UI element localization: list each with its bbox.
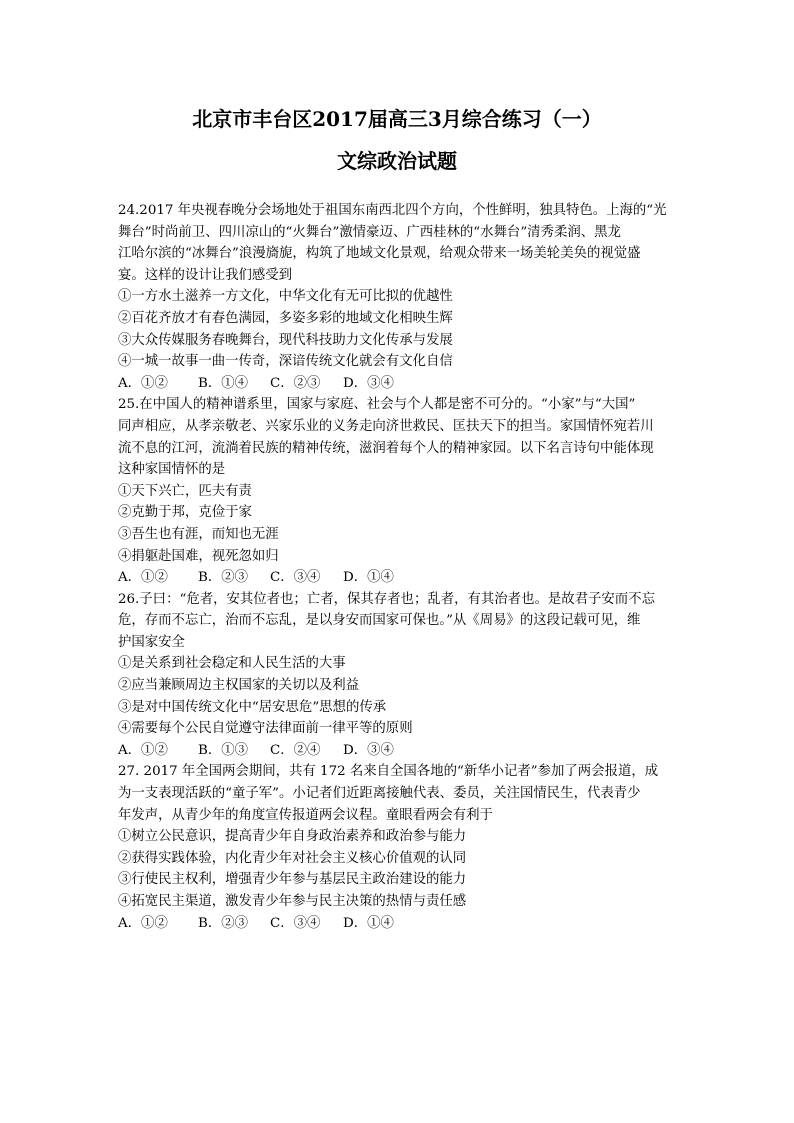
question-stem-line: 宴。这样的设计让我们感受到 [118, 267, 293, 283]
question-stem-line: 26.子曰：“危者，安其位者也；亡者，保其存者也；乱者，有其治者也。是故君子安而不忘 [118, 591, 655, 607]
statement-item: ②应当兼顾周边主权国家的关切以及利益 [118, 678, 360, 694]
statement-item: ①是关系到社会稳定和人民生活的大事 [118, 656, 346, 672]
answer-option: B．①④ [198, 375, 249, 391]
answer-options [118, 567, 678, 589]
question-list [118, 200, 678, 934]
answer-option: C．②③ [270, 375, 321, 391]
question-stem-line: 年发声，从青少年的角度宣传报道两会议程。童眼看两会有利于 [118, 807, 493, 823]
answer-option: B．②③ [198, 570, 249, 586]
question-block [118, 394, 678, 588]
question-block [118, 761, 678, 934]
answer-option: B．①③ [198, 742, 249, 758]
statement-item: ②百花齐放才有春色满园，多姿多彩的地域文化相映生辉 [118, 310, 453, 326]
statement-item: ④一城一故事一曲一传奇，深谙传统文化就会有文化自信 [118, 354, 453, 370]
answer-option: D．①④ [343, 915, 394, 931]
question-stem-line: 27. 2017 年全国两会期间，共有 172 名来自全国各地的“新华小记者”参加了两会报道，成 [118, 764, 659, 780]
answer-option: C．③④ [270, 915, 321, 931]
question-stem-line: 为一支表现活跃的“童子军”。小记者们近距离接触代表、委员，关注国情民生，代表青少 [118, 786, 641, 802]
question-stem-line: 这种家国情怀的是 [118, 462, 226, 478]
statement-item: ④需要每个公民自觉遵守法律面前一律平等的原则 [118, 721, 413, 737]
answer-options [118, 373, 678, 395]
question-stem-line: 同声相应，从孝亲敬老、兴家乐业的义务走向济世救民、匡扶天下的担当。家国情怀宛若川 [118, 418, 654, 434]
answer-option: D．③④ [343, 742, 394, 758]
statement-item: ④拓宽民主渠道，激发青少年参与民主决策的热情与责任感 [118, 894, 467, 909]
answer-option: A．①② [118, 570, 168, 586]
answer-option: C．②④ [270, 742, 321, 758]
page-subtitle: 文综政治试题 [337, 149, 457, 173]
answer-option: A．①② [118, 915, 168, 931]
statement-item: ②克勤于邦，克俭于家 [118, 505, 252, 521]
statement-item: ①树立公民意识，提高青少年自身政治素养和政治参与能力 [118, 829, 467, 845]
statement-item: ③吾生也有涯，而知也无涯 [118, 526, 279, 542]
answer-options [118, 913, 678, 935]
question-block [118, 589, 678, 762]
statement-item: ①天下兴亡，匹夫有责 [118, 483, 252, 499]
answer-option: A．①② [118, 375, 168, 391]
page-title: 北京市丰台区2017届高三3月综合练习（一） [192, 107, 602, 131]
statement-item: ③行使民主权利，增强青少年参与基层民主政治建设的能力 [118, 872, 467, 888]
question-stem-line: 危，存而不忘亡，治而不忘乱，是以身安而国家可保也。”从《周易》的这段记载可见，维 [118, 613, 641, 629]
answer-option: A．①② [118, 742, 168, 758]
answer-options [118, 740, 678, 762]
statement-item: ③大众传媒服务春晚舞台，现代科技助力文化传承与发展 [118, 332, 453, 348]
question-stem-line: 护国家安全 [118, 634, 185, 650]
question-stem-line: 舞台”时尚前卫、四川凉山的“火舞台”激情豪迈、广西桂林的“水舞台”清秀柔润、黑龙 [118, 224, 621, 240]
question-stem-line: 24.2017 年央视春晚分会场地处于祖国东南西北四个方向，个性鲜明，独具特色。上海的“光 [118, 203, 667, 218]
statement-item: ③是对中国传统文化中“居安思危”思想的传承 [118, 699, 387, 715]
question-stem-line: 25.在中国人的精神谱系里，国家与家庭、社会与个人都是密不可分的。“小家”与“大国” [118, 397, 636, 413]
answer-option: C．③④ [270, 570, 321, 586]
question-block [118, 200, 678, 394]
answer-option: D．③④ [343, 375, 394, 391]
answer-option: D．①④ [343, 570, 394, 586]
question-stem-line: 流不息的江河，流淌着民族的精神传统，滋润着每个人的精神家园。以下名言诗句中能体现 [118, 440, 654, 456]
statement-item: ②获得实践体验，内化青少年对社会主义核心价值观的认同 [118, 850, 467, 866]
statement-item: ④捐躯赴国难，视死忽如归 [118, 548, 279, 564]
answer-option: B．②③ [198, 915, 249, 931]
question-stem-line: 江哈尔滨的“冰舞台”浪漫旖旎，构筑了地域文化景观，给观众带来一场美轮美奂的视觉盛 [118, 246, 641, 262]
statement-item: ①一方水土滋养一方文化，中华文化有无可比拟的优越性 [118, 289, 453, 305]
